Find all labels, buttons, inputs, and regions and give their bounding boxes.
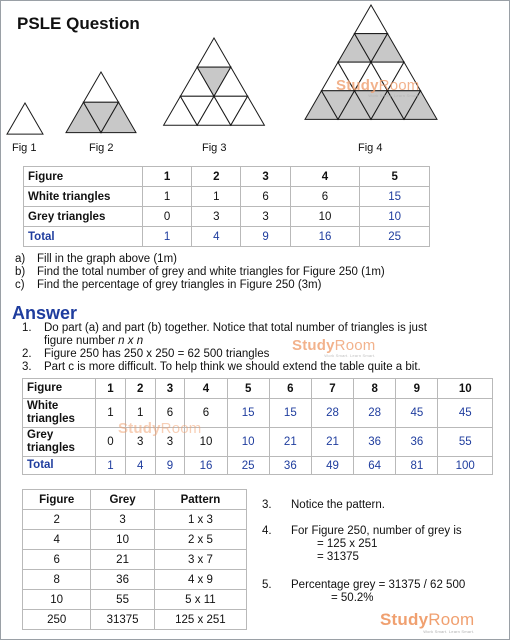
question-text: Find the percentage of grey triangles in Figure 250 (3m) — [37, 279, 322, 291]
extended-table — [22, 378, 493, 475]
table-row — [23, 399, 493, 428]
table-cell: 4 — [192, 227, 241, 247]
row-label: Total — [23, 457, 96, 475]
watermark-tagline: Work Smart. Learn Smart. — [324, 353, 376, 358]
table-cell: 3 — [192, 207, 241, 227]
watermark-brand-a: Study — [292, 337, 335, 354]
up-triangle — [197, 38, 231, 67]
table-cell: 55 — [438, 428, 493, 457]
note-text: = 125 x 251 — [317, 538, 378, 550]
fig-3-triangles — [164, 38, 265, 125]
table-cell: 4 — [125, 457, 155, 475]
column-header: Grey — [91, 490, 154, 510]
table-row — [23, 379, 493, 399]
triangle-figures — [0, 0, 510, 160]
table-cell: 1 — [143, 187, 192, 207]
question-text: Fill in the graph above (1m) — [37, 253, 177, 265]
table-cell: 10 — [360, 207, 430, 227]
table-cell: 3 x 7 — [154, 550, 246, 570]
watermark-brand-b: Room — [428, 610, 475, 629]
watermark-tagline: Work Smart. Learn Smart. — [423, 629, 475, 634]
table-cell: 8 — [354, 379, 396, 399]
table-cell: 10 — [438, 379, 493, 399]
table-cell: 125 x 251 — [154, 610, 246, 630]
table-cell: 4 — [290, 167, 360, 187]
fig-label-1: Fig 1 — [12, 142, 37, 154]
note-number: 4. — [262, 525, 272, 537]
table-cell: 1 — [192, 187, 241, 207]
watermark-brand-b: Room — [160, 420, 202, 437]
question-item — [15, 279, 385, 292]
fig-1-triangles — [7, 103, 43, 134]
row-label: Grey triangles — [23, 428, 96, 457]
table-row — [23, 510, 247, 530]
table-cell: 1 — [96, 379, 126, 399]
question-item — [15, 266, 385, 279]
watermark-tagline: Work Smart. Learn Smart. — [368, 93, 420, 98]
table-cell: 36 — [269, 457, 311, 475]
table-cell: 2 x 5 — [154, 530, 246, 550]
column-header: Pattern — [154, 490, 246, 510]
question-key: a) — [15, 253, 26, 265]
note-text: Notice the pattern. — [291, 499, 385, 511]
studyroom-logo — [380, 610, 474, 634]
table-row — [23, 457, 493, 475]
step-text: Figure 250 has 250 x 250 = 62 500 triangles — [44, 348, 270, 360]
table-cell: 3 — [125, 428, 155, 457]
table-header-row — [23, 490, 247, 510]
table-cell: 9 — [155, 457, 185, 475]
step-number: 2. — [22, 348, 32, 360]
table-cell: 0 — [143, 207, 192, 227]
watermark-brand-a: Study — [380, 610, 429, 629]
studyroom-watermark — [292, 337, 375, 358]
up-triangle — [355, 5, 388, 34]
note-number: 3. — [262, 499, 272, 511]
up-triangle — [7, 103, 43, 134]
table-cell: 15 — [269, 399, 311, 428]
answer-heading: Answer — [12, 303, 78, 323]
table-cell: 3 — [241, 167, 290, 187]
table-cell: 49 — [311, 457, 353, 475]
table-cell: 45 — [396, 399, 438, 428]
table-cell: 28 — [354, 399, 396, 428]
table-cell: 6 — [23, 550, 91, 570]
table-cell: 4 — [23, 530, 91, 550]
note-text: = 31375 — [317, 551, 359, 563]
row-label: Grey triangles — [24, 207, 143, 227]
fig-label-3: Fig 3 — [202, 142, 227, 154]
note-text: For Figure 250, number of grey is — [291, 525, 462, 537]
table-row — [24, 207, 430, 227]
table-cell: 7 — [311, 379, 353, 399]
step-item — [22, 322, 427, 335]
row-label: White triangles — [24, 187, 143, 207]
table-row — [24, 187, 430, 207]
table-cell: 250 — [23, 610, 91, 630]
table-cell: 10 — [23, 590, 91, 610]
table-row — [23, 530, 247, 550]
question-key: b) — [15, 266, 26, 278]
table-row — [24, 167, 430, 187]
table-cell: 25 — [360, 227, 430, 247]
table-cell: 16 — [185, 457, 227, 475]
page-title: PSLE Question — [17, 14, 140, 33]
question-text: Find the total number of grey and white triangles for Figure 250 (1m) — [37, 266, 385, 278]
table-cell: 6 — [290, 187, 360, 207]
table-cell: 25 — [227, 457, 269, 475]
table-cell: 10 — [227, 428, 269, 457]
fig-label-2: Fig 2 — [89, 142, 114, 154]
table-cell: 0 — [96, 428, 126, 457]
row-label: White triangles — [23, 399, 96, 428]
table-cell: 64 — [354, 457, 396, 475]
table-cell: 3 — [155, 379, 185, 399]
step-text: Part c is more difficult. To help think we should extend the table quite a bit. — [44, 361, 421, 373]
step-number: 3. — [22, 361, 32, 373]
watermark-brand-b: Room — [334, 337, 376, 354]
table-cell: 5 x 11 — [154, 590, 246, 610]
watermark-brand-a: Study — [118, 420, 161, 437]
table-cell: 6 — [241, 187, 290, 207]
table-cell: 6 — [269, 379, 311, 399]
table-cell: 100 — [438, 457, 493, 475]
table-cell: 1 — [125, 399, 155, 428]
table-cell: 1 — [143, 167, 192, 187]
table-cell: 21 — [311, 428, 353, 457]
question-item — [15, 253, 385, 266]
table-cell: 15 — [227, 399, 269, 428]
question-key: c) — [15, 279, 25, 291]
column-header: Figure — [23, 490, 91, 510]
table-cell: 2 — [192, 167, 241, 187]
fig-2-triangles — [66, 72, 136, 133]
table-cell: 3 — [91, 510, 154, 530]
table-row — [23, 428, 493, 457]
table-cell: 4 x 9 — [154, 570, 246, 590]
studyroom-watermark — [336, 77, 419, 98]
watermark-brand-a: Study — [336, 77, 379, 94]
table-cell: 3 — [241, 207, 290, 227]
table-row — [23, 590, 247, 610]
table-cell: 55 — [91, 590, 154, 610]
table-cell: 36 — [354, 428, 396, 457]
fig-label-4: Fig 4 — [358, 142, 383, 154]
table-cell: 81 — [396, 457, 438, 475]
table-cell: 9 — [396, 379, 438, 399]
table-cell: 4 — [185, 379, 227, 399]
question-table — [23, 166, 430, 247]
pattern-table — [22, 489, 247, 630]
note-text: = 50.2% — [331, 592, 374, 604]
watermark-brand-b: Room — [378, 77, 420, 94]
table-row — [23, 610, 247, 630]
table-cell: 21 — [91, 550, 154, 570]
table-row — [23, 550, 247, 570]
table-cell: 5 — [227, 379, 269, 399]
step-text: Do part (a) and part (b) together. Notice that total number of triangles is just — [44, 322, 427, 334]
table-cell: 16 — [290, 227, 360, 247]
table-cell: 28 — [311, 399, 353, 428]
note-text: Percentage grey = 31375 / 62 500 — [291, 579, 466, 591]
studyroom-watermark — [118, 420, 201, 437]
up-triangle — [84, 72, 119, 102]
row-label: Figure — [24, 167, 143, 187]
table-cell: 1 — [143, 227, 192, 247]
table-cell: 6 — [185, 399, 227, 428]
table-cell: 36 — [396, 428, 438, 457]
note-number: 5. — [262, 579, 272, 591]
table-cell: 1 — [96, 399, 126, 428]
table-cell: 2 — [125, 379, 155, 399]
table-row — [24, 227, 430, 247]
table-cell: 1 — [96, 457, 126, 475]
table-cell: 3 — [155, 428, 185, 457]
table-cell: 6 — [155, 399, 185, 428]
question-list — [15, 253, 385, 292]
table-cell: 10 — [290, 207, 360, 227]
fig-4-triangles — [305, 5, 437, 119]
table-cell: 9 — [241, 227, 290, 247]
table-cell: 10 — [185, 428, 227, 457]
table-cell: 5 — [360, 167, 430, 187]
table-cell: 45 — [438, 399, 493, 428]
table-cell: 8 — [23, 570, 91, 590]
table-cell: 31375 — [91, 610, 154, 630]
table-cell: 2 — [23, 510, 91, 530]
table-row — [23, 570, 247, 590]
row-label: Figure — [23, 379, 96, 399]
step-text: figure number — [44, 335, 119, 347]
table-cell: 36 — [91, 570, 154, 590]
step-number: 1. — [22, 322, 32, 334]
step-formula: n x n — [118, 335, 144, 347]
table-cell: 15 — [360, 187, 430, 207]
table-cell: 21 — [269, 428, 311, 457]
row-label: Total — [24, 227, 143, 247]
step-item — [22, 361, 427, 374]
table-cell: 10 — [91, 530, 154, 550]
table-cell: 1 x 3 — [154, 510, 246, 530]
